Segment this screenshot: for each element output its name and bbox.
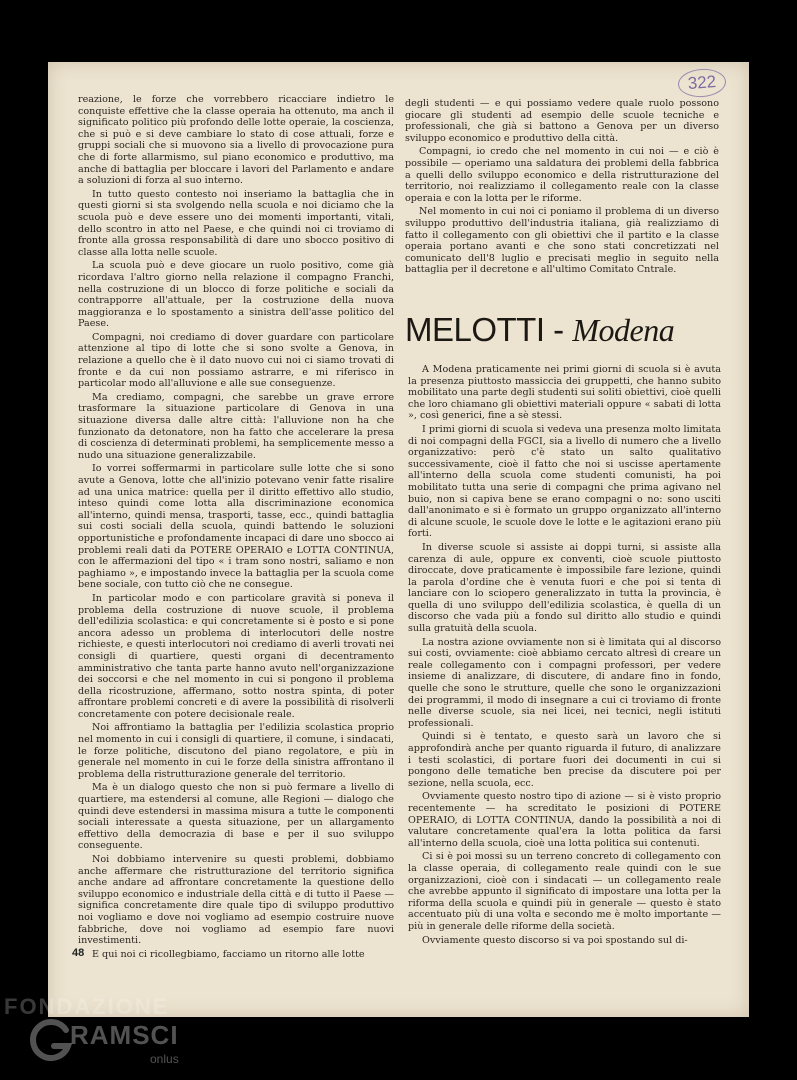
gramsci-logo-icon [28,1016,76,1064]
paragraph: In tutto questo contesto noi inseriamo la battaglia che in questi giorni si sta svolgendo nella scuola e noi diciamo che la scuola può e deve essere uno dei momenti importanti, vitali, dello scontro in atto nel Paese, e che quindi noi ci troviamo di fronte alla grossa responsabilità di dare uno sbocco positivo di classe alla lotta nelle scuole. [78,188,394,258]
heading-separator: - [544,311,573,348]
paragraph: Noi affrontiamo la battaglia per l'edilizia scolastica proprio nel momento in cui i consigli di quartiere, il comune, i sindacati, le forze politiche, discutono del piano regolatore, e più in generale nel momento in cui le forze della sinistra affrontano il problema della ristrutturazione generale del territorio. [78,722,394,780]
paragraph: Ovviamente questo nostro tipo di azione — si è visto proprio recentemente — ha screditato le posizioni di POTERE OPERAIO, di LOTTA CONTINUA, dando la possibilità a noi di valutare concretamente qual'era la lotta politica da farsi all'interno della scuola, cioè una lotta politica sui contenuti. [408,791,721,849]
paragraph: E qui noi ci ricollegbiamo, facciamo un ritorno alle lotte [92,948,365,960]
paragraph: I primi giorni di scuola si vedeva una presenza molto limitata di noi compagni della FGCI, sia a livello di numero che a livello organizzativo: però c'è stato un salto qualitativo successivamente, cioè il fatto che noi si uscisse apertamente all'interno della scuola come studenti comunisti, ha poi mobilitato tutta una serie di compagni che prima agivano nel buio, non si capiva bene se erano compagni o no: sono usciti dall'anonimato e si è formato un gruppo organizzato all'interno di alcune scuole, le scuole dove le lotte e le agitazioni erano più forti. [408,423,721,540]
paragraph: Nel momento in cui noi ci poniamo il problema di un diverso sviluppo produttivo dell'industria italiana, già realizziamo di fatto il collegamento con gli obiettivi che il partito e la classe operaia portano avanti e che sono stati concretizzati nel comunicato dell'8 luglio e precisati meglio in seguito nella battaglia per il decretone e all'ultimo Comitato Cntrale. [405,206,719,276]
heading-name: MELOTTI [405,311,545,348]
paragraph: Ci si è poi mossi su un terreno concreto di collegamento con la classe operaia, di collegamento reale quindi con le sue organizzazioni, cioè con i sindacati — un collegamento reale che avrebbe appunto il significato di impostare una lotta per la riforma della scuola e quindi più in generale — questo è stato accentuato più di una volta e secondo me è molto importante — più in generale delle riforme della società. [408,851,721,932]
right-text-column-bottom [408,364,721,948]
page-number: 48 [72,947,85,959]
left-text-column [78,94,394,962]
section-heading [405,312,725,348]
paragraph: A Modena praticamente nei primi giorni di scuola si è avuta la presenza piuttosto massiccia dei gruppetti, che hanno subito mobilitato una parte degli studenti sui soliti obiettivi, cioè quelli che loro chiamano gli obiettivi materiali oppure « sabati di lotta », così generici, fine a sè stessi. [408,364,721,422]
paragraph: Quindi si è tentato, e questo sarà un lavoro che si approfondirà anche per quanto riguarda il futuro, di analizzare i testi scolastici, di portare fuori dei documenti in cui si pongono delle tematiche ben precise da discutere poi per sezione, nella scuola, ecc. [408,731,721,789]
paragraph: La nostra azione ovviamente non si è limitata qui al discorso sui costi, ovviamente: cioè abbiamo cercato altresì di creare un reale collegamento con i compagni professori, per vedere insieme di analizzare, di discutere, di andare fino in fondo, quelle che sono le strutture, quelle che sono le organizzazioni dei programmi, il modo di insegnare a cui ci troviamo di fronte nelle diverse scuole, sia nei licei, nei tecnici, negli istituti professionali. [408,636,721,729]
heading-city: Modena [572,312,675,348]
paragraph: Noi dobbiamo intervenire su questi problemi, dobbiamo anche affermare che ristrutturazione del territorio significa anche andare ad affrontare concretamente la questione dello sviluppo economico e industriale della città e di tutto il Paese — significa concretamente dire quale tipo di sviluppo produttivo noi vogliamo e dove noi vogliamo ad esempio costruire nuove fabbriche, dove noi vogliamo ad esempio fare nuovi investimenti. [78,854,394,947]
paragraph: Compagni, noi crediamo di dover guardare con particolare attenzione al tipo di lotte che si sono svolte a Genova, in relazione a quello che è il dato nuovo cui noi ci siamo trovati di fronte e da cui non possiamo astrarre, e mi riferisco in particolar modo all'alluvione e alle sue conseguenze. [78,331,394,390]
paragraph: La scuola può e deve giocare un ruolo positivo, come già ricordava l'altro giorno nella relazione il compagno Franchi, nella costruzione di un blocco di forze politiche e sociali da contrapporre all'attuale, per la costruzione della nuova maggioranza e lo spostamento a sinistra dell'asse politico del Paese. [78,260,394,330]
right-text-column-top [405,98,719,278]
paragraph: reazione, le forze che vorrebbero ricacciare indietro le conquiste effettive che la classe operaia ha ottenuto, ma anch il significato politico più profondo delle lotte operaie, la coscienza, che si può e si deve cambiare lo stato di cose attuali, forze e gruppi sociali che si muovono sia a livello di provocazione pura che di forte allarmismo, sul piano economico e produttivo, ma anche di battaglia per bloccare i lavori del Parlamento e andare a soluzioni di forza al suo interno. [78,94,394,187]
paragraph: Ma crediamo, compagni, che sarebbe un grave errore trasformare la situazione particolare di Genova in una situazione diversa dalle altre città: l'alluvione non ha che funzionato da detonatore, non ha fatto che accelerare la presa di coscienza di determinati problemi, ha semplicemente messo a nudo una situazione generalizzabile. [78,391,394,461]
paragraph: Ovviamente questo discorso si va poi spostando sul di- [422,934,688,946]
paragraph: degli studenti — e qui possiamo vedere quale ruolo possono giocare gli studenti ad esempio delle scuole tecniche e professionali, che già si battono a Genova per un diverso sviluppo economico e produttivo della città. [405,98,719,144]
archive-watermark [0,990,220,1080]
paragraph: Io vorrei soffermarmi in particolare sulle lotte che si sono avute a Genova, lotte che all'inizio potevano venir fatte risalire ad una unica matrice: quella per il diritto effettivo allo studio, inteso quindi come lotta alla discriminazione economica all'interno, quindi mensa, trasporti, tasse, ecc., quindi battaglia sui costi sociali della scuola, quindi battendo le soluzioni opportunistiche e profondamente incapaci di dare uno sbocco ai problemi reali dati da POTERE OPERAIO e LOTTA CONTINUA, con le affermazioni del tipo « i tram sono nostri, saliamo e non paghiamo », e impostando invece la battaglia per la scuola come bene sociale, con tutto ciò che ne consegue. [78,463,394,591]
document-page [48,62,749,1017]
paragraph: Ma è un dialogo questo che non si può fermare a livello di quartiere, ma estendersi al comune, alle Regioni — dialogo che quindi deve estendersi in massima misura a tutte le componenti sociali interessate a questa situazione, per un allargamento effettivo della democrazia di base e per il suo sviluppo conseguente. [78,782,394,852]
paragraph: In particolar modo e con particolare gravità si poneva il problema della costruzione di nuove scuole, il problema dell'edilizia scolastica: e qui concretamente si è posto e si pone ancora adesso un problema di interlocutori delle nostre richieste, e questi interlocutori noi crediamo di averli trovati nei consigli di quartiere, questi organi di decentramento amministrativo che tanta parte hanno avuto nell'organizzazione dei soccorsi e che nel momento in cui si pongono il problema della ricostruzione, affermano, sotto nostra spinta, di poter affrontare problemi concreti e di avere la possibilità di risolverli concretamente con potere decisionale reale. [78,592,394,720]
watermark-onlus-text: onlus [150,1052,179,1066]
paragraph: Compagni, io credo che nel momento in cui noi — e ciò è possibile — operiamo una saldatura dei problemi della fabbrica a quelli dello sviluppo economico e della ristrutturazione del territorio, noi realizziamo il collegamento reale con la classe operaia e con la lotta per le riforme. [405,146,719,204]
watermark-foundation-text: FONDAZIONE [4,994,170,1019]
archive-number-stamp: 322 [677,67,727,98]
paragraph: In diverse scuole si assiste ai doppi turni, si assiste alla carenza di aule, oppure ex conventi, cioè scuole piuttosto diroccate, dove praticamente è impossibile fare lezione, quindi la parola d'ordine che è venuta fuori e che poi si tenta di lanciare con lo sciopero generalizzato in tutta la provincia, è quella di uno sviluppo dell'edilizia scolastica, è quella di un discorso che vada più a fondo sul diritto allo studio e quindi sulla gratuità della scuola. [408,541,721,635]
watermark-gramsci-text: RAMSCI [70,1020,179,1050]
